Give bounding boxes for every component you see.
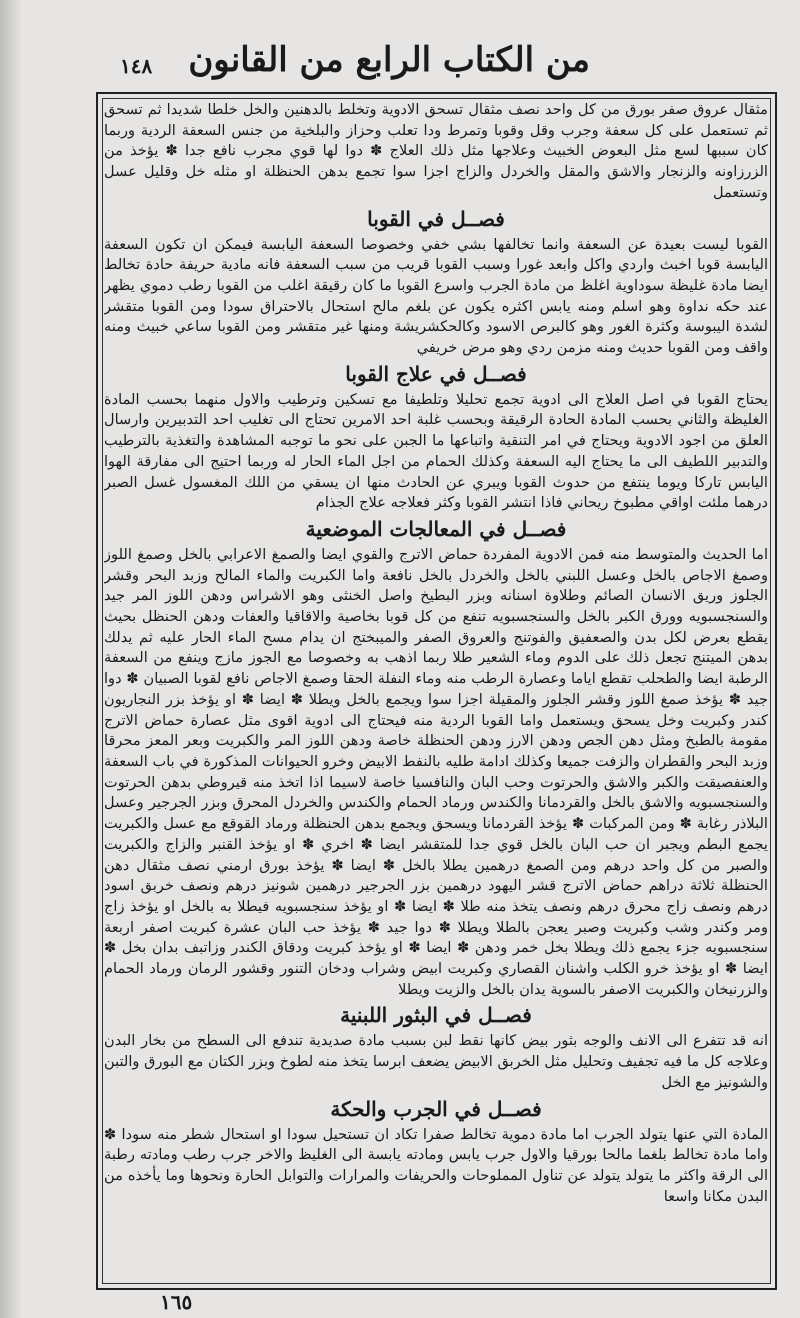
section-5-text: المادة التي عنها يتولد الجرب اما مادة دموية تخالط صفرا تكاد ان تستحيل سودا او استحال شطر منه سودا ✽ واما مادة تخالط بلغما مالحا بورقيا والاول جرب يابس ومادته يابسة الى الغليظ والاخر جرب رطب ومادته رطبة الى الرقة واكثر ما يتولد يتولد عن تناول المملوحات والحريفات والمرارات والتوابل الحارة ونحوها وما يأخذه من البدن مكانا واسعا <box>104 1125 768 1205</box>
running-title: من الكتاب الرابع من القانون <box>188 40 590 80</box>
binding-shadow <box>0 0 22 1318</box>
page-header <box>110 40 790 90</box>
section-4-text: انه قد تتفرع الى الانف والوجه بثور بيض كانها نقط لبن بسبب مادة صديدية تندفع الى السطح من بخار البدن وعلاجه كل ما فيه تجفيف وتحليل مثل الخربق الابيض يضعف ابرسا يتخذ منه لطوخ وبزر الكتان مع البورق والتبن والشونيز مع الخل <box>104 1032 768 1091</box>
section-1-text: القوبا ليست بعيدة عن السعفة وانما تخالفها بشي خفي وخصوصا السعفة اليابسة فيمكن ان تكون السعفة اليابسة قوبا اخبث واردي واكل وابعد غورا وسبب القوبا قريب من سبب السعفة فانه مادية حريفة حادة تخالط ايضا مادة غليظة سوداوية اغلظ من مادة الجرب واسرع القوبا ما كان رقيقة اغلب من القوبا رطب دموي يظهر عند حكه نداوة وهو اسلم ومنه يابس اكثره يكون عن بلغم مالح استحال بالاحتراق سودا ومن القوبا متقشر لشدة اليبوسة وكثرة الغور وهو كالبرص الاسود وكالحكشريشة ومنها غير متقشر ومن القوبا ساعي خبيث ومنه واقف ومن القوبا حديث ومنه مزمن ردي وهو مرض خريفي <box>104 235 768 357</box>
section-1-heading: فصــل في القوبا <box>367 206 505 231</box>
section-5-heading: فصــل في الجرب والحكة <box>330 1096 542 1121</box>
section-2-text: يحتاج القوبا في اصل العلاج الى ادوية تجمع تحليلا وتلطيفا مع تسكين وترطيب والاول منهما بحسب المادة الغليظة والثاني بحسب المادة الحادة الرقيقة وبحسب غلبة احد الامرين تحتاج الى تغليب احد التدبيرين وارسال العلق من اجود الادوية ويحتاج في امر التنقية واتباعها ما الجبن على نحو ما توجبه المشاهدة والتغذية بالترطيب والتدبير اللطيف الى ما يحتاج اليه السعفة وكذلك الحمام من اجل الماء الحار له وربما احتيج الى مفارقة الهوا اليابس تاركا ويوما ينتفع من حدوث القوبا ويبري عن الحادث منها ان يسقي من اللك المغسول غسل الصبر درهما ملئت اواقي مطبوخ ريحاني فاذا انتشر القوبا وكثر فعلاجه علاج الجذام <box>104 390 768 512</box>
footer-page-number: ١٦٥ <box>160 1290 193 1314</box>
section-2-heading: فصــل في علاج القوبا <box>345 361 527 386</box>
header-page-number: ١٤٨ <box>120 54 153 78</box>
section-4-heading: فصــل في البثور اللبنية <box>340 1003 532 1028</box>
section-0-text: مثقال عروق صفر بورق من كل واحد نصف مثقال تسحق الادوية وتخلط بالدهنين والخل خلطا شديدا ثم تسحق ثم تستعمل على كل سعفة وجرب وقل وقوبا وتمرط ودا تعلب وحزاز والبلخية من جنس السعفة الردية وربما كان سببها لسع مثل البعوض الخبيث وعلاجها مثل ذلك العلاج ✽ دوا لها قوي مجرب نافع جدا ✽ يؤخذ من الزرزاونه والزنجار والاشق والمقل والخردل والزاج اجزا سوا تجمع بدهن الحنظلة او مثله خل وقليل عسل وتستعمل <box>104 101 768 201</box>
section-3-text: اما الحديث والمتوسط منه فمن الادوية المفردة حماض الاترج والقوي ايضا والصمغ الاعرابي بالخل وصمغ اللوز وصمغ الاجاص بالخل وعسل اللبني بالخل والخردل بالخل نافعة واما الكبريت والماء المالح وزبد البحر وقشر الجلوز وريق الانسان الصائم وطلاوة اسنانه وبزر البطيخ واصل الخنثى وهو الاشراس ودهن اللوز المر جيد والسنجسبويه وورق الكبر بالخل والسنجسبويه تنفع من كل قوبا بخاصية والاقاقيا والعفات ودهن الحنظل بحيث يقطع بعرض لكل بدن والصعفيق والفوتنج والعروق الصفر والميبختج ان يدام مسح الماء الحار عليه ثم يدلك بدهن الميتنج تجعل ذلك على الدوم وماء الشعير طلا ربما اذهب به وخصوصا مع الجوز مازج وينفع من السعفة الرطبة ايضا والطحلب تقطع اياما وعصارة الرطب منه وماء النفلة الحقا وصمغ الاجاص نافع لقوبا الصبيان ✽ دوا جيد ✽ يؤخذ صمغ اللوز وقشر الجلوز والمقيلة اجزا سوا ويجمع بالخل ويطلا ✽ ايضا ✽ او يؤخذ بزر النجاريون كندر وكبريت وخل يسحق ويستعمل واما القوبا الردية منه فيحتاج الى ادوية اقوى مثل عصارة حماض الاترج مقومة بالطبخ ومثل دهن الجص ودهن الارز ودهن الحنظلة خاصة ودهن اللوز المر والكبريت وبعر المعز محرقا وزبد البحر والقطران والزفت جميعا وكذلك ادامة طليه بالنفط الابيض وخرو الحيوانات المذكورة في باب السعفة والعنفصيقت والكبر والاشق والحرتوت وحب البان والنافسيا خاصة لاسيما اذا اتخذ منه قيروطي بدهن الحرتوت والسنجسبويه والاشق بالخل والقردمانا والكندس ورماد الحمام والكندس والخردل المحرق وبزر الجرجير وعسل البلاذر رغابة ✽ ومن المركبات ✽ يؤخذ القردمانا ويسحق ويجمع بدهن الحنظلة ورماد القوقع مع عسل والكبريت يجمع البطم ويجبر ان حب البان بالخل قوي جدا للمتقشر ايضا ✽ اخري ✽ او يؤخذ القنبر والزاج والكبريت والصبر من كل واحد درهم ومن الصمغ درهمين يطلا بالخل ✽ ايضا ✽ يؤخذ بورق ارمني نصف مثقال دهن الحنظلة ثلاثة دراهم حماض الاترج قشر اليهود درهمين بزر الجرجير درهمين شونيز درهم ونصف خربق اسود درهم ونصف زاج محرق درهم ونصف يتخذ منه طلا ✽ ايضا ✽ او يؤخذ سنجسبويه فيطلا به بالخل او يؤخذ زاج ومر وكندر وشب وكبريت وصبر يعجن بالطلا ويطلا ✽ دوا جيد ✽ يؤخذ حب البان عشرة كبريت اصفر اربعة سنجسبويه جزء يجمع ذلك ويطلا بخل خمر ودهن ✽ ايضا ✽ او يؤخذ كبريت ودقاق الكندر وزاتبف بدان بخل ✽ ايضا ✽ او يؤخذ خرو الكلب واشنان القصاري وكبريت ابيض وشراب ودخان التنور وقشور الرمان ورماد الحمام والزرنيخان والكبريت الاصفر بالسوية يدان بالخل والزيت ويطلا <box>104 545 768 998</box>
section-3-heading: فصــل في المعالجات الموضعية <box>305 516 567 541</box>
page-body <box>104 100 768 1260</box>
